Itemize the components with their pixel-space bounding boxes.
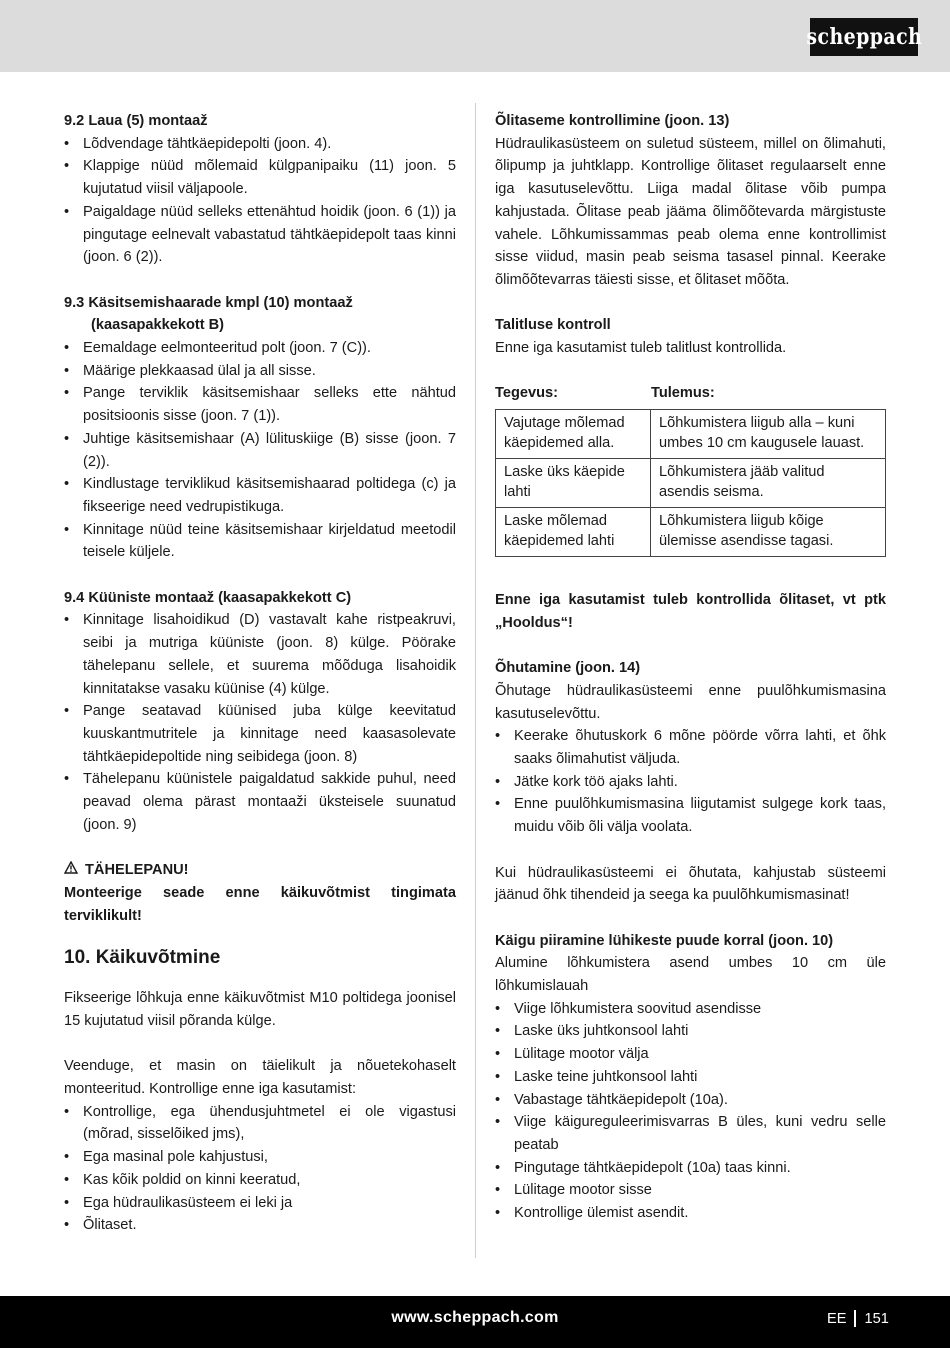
venting-list: [495, 725, 886, 839]
list-item: • Ega hüdraulikasüsteem ei leki ja: [64, 1192, 456, 1215]
table-cell-result: Lõhkumistera liigub kõige ülemisse asendisse tagasi.: [651, 508, 886, 557]
list-item: • Pange terviklik käsitsemishaar selleks ette nähtud positsioonis sisse (joon. 7 (1)).: [64, 382, 456, 427]
page-number: [827, 1310, 889, 1327]
brand-logo-text: scheppach: [806, 24, 922, 50]
divider: [854, 1310, 856, 1327]
warning-title-text: TÄHELEPANU!: [85, 862, 189, 879]
list-item: • Pange seatavad küünised juba külge keevitatud kuuskantmutritele ja kinnitage need kaasasolevate tähtkäepidepoltide ning seibidega (joon. 8): [64, 700, 456, 768]
list-item: • Juhtige käsitsemishaar (A) lülituskiige (B) sisse (joon. 7 (2)).: [64, 428, 456, 473]
footer-url[interactable]: www.scheppach.com: [391, 1309, 559, 1326]
list-item: • Lülitage mootor sisse: [495, 1179, 886, 1202]
list-item: • Kontrollige ülemist asendit.: [495, 1202, 886, 1225]
footer: [0, 1296, 950, 1348]
stroke-limit-list: [495, 998, 886, 1225]
list-item: • Laske teine juhtkonsool lahti: [495, 1066, 886, 1089]
oil-level-note: Enne iga kasutamist tuleb kontrollida õlitaset, vt ptk „Hooldus“!: [495, 592, 886, 631]
section-10-paragraph-1: Fikseerige lõhkuja enne käikuvõtmist M10 poltidega joonisel 15 kujutatud viisil põranda külge.: [64, 990, 456, 1029]
list-item: • Pingutage tähtkäepidepolt (10a) taas kinni.: [495, 1157, 886, 1180]
list-item: • Enne puulõhkumismasina liigutamist sulgege kork taas, muidu võib õli välja voolata.: [495, 793, 886, 838]
section-9-4-title: 9.4 Küüniste montaaž (kaasapakkekott C): [64, 589, 352, 606]
warning-title: [64, 859, 456, 882]
list-item: • Lõdvendage tähtkäepidepolti (joon. 4).: [64, 133, 456, 156]
brand-logo: [806, 18, 922, 56]
warning-triangle-icon: [64, 859, 79, 882]
table-header-action: Tegevus:: [495, 385, 558, 402]
venting-text: Õhutage hüdraulikasüsteemi enne puulõhkumismasina kasutuselevõttu.: [495, 682, 886, 722]
stroke-limit-title: Käigu piiramine lühikeste puude korral (joon. 10): [495, 932, 834, 949]
table-header-result: Tulemus:: [651, 385, 715, 402]
list-item: • Tähelepanu küünistele paigaldatud sakkide puhul, need peavad olema pärast montaaži üksteisele suunatud (joon. 9): [64, 768, 456, 836]
table-cell-action: Laske mõlemad käepidemed lahti: [496, 508, 651, 557]
table-cell-action: Laske üks käepide lahti: [496, 459, 651, 508]
table-row: [496, 410, 886, 459]
list-item: • Keerake õhutuskork 6 mõne pöörde võrra lahti, et õhk saaks õlimahutist väljuda.: [495, 725, 886, 770]
table-cell-result: Lõhkumistera liigub alla – kuni umbes 10 cm kaugusele lauast.: [651, 410, 886, 459]
table-cell-action: Vajutage mõlemad käepidemed alla.: [496, 410, 651, 459]
list-item: • Klappige nüüd mõlemaid külgpanipaiku (11) joon. 5 kujutatud viisil väljapoole.: [64, 155, 456, 200]
function-check-title: Talitluse kontroll: [495, 317, 611, 334]
list-item: • Kinnitage nüüd teine käsitsemishaar kirjeldatud meetodil teisele küljele.: [64, 519, 456, 564]
list-item: • Laske üks juhtkonsool lahti: [495, 1020, 886, 1043]
venting-title: Õhutamine (joon. 14): [495, 660, 641, 677]
oil-check-text: Hüdraulikasüsteem on suletud süsteem, millel on õlimahuti, õlipump ja juhtklapp. Kontrollige õlitaset regulaarselt enne iga kasutuselevõttu. Liiga madal õlitase võib pumpa kahjustada. Õlitase peab jääma õlimõõtevarda märgistuste vahele. Lõhkumissammas peab olema enne kontrollimist sisse viidud, masin peab seisma tasasel pinnal. Keerake õlimõõtevarras täiesti sisse, et õlitaset mõõta.: [495, 135, 886, 288]
table-header: [495, 382, 886, 405]
section-9-3-subtitle: (kaasapakkekott B): [91, 317, 225, 334]
oil-check-title: Õlitaseme kontrollimine (joon. 13): [495, 113, 730, 129]
column-divider: [475, 103, 476, 1258]
list-item: • Jätke kork töö ajaks lahti.: [495, 771, 886, 794]
list-item: • Kinnitage lisahoidikud (D) vastavalt kahe ristpeakruvi, seibi ja mutriga küüniste (joon. 8) külge. Pöörake tähelepanu sellele, et suurema mõõduga lisahoidik kinnitatakse vasaku küünise (4) külge.: [64, 609, 456, 700]
section-10-list: [64, 1101, 456, 1237]
list-item: • Kontrollige, ega ühendusjuhtmetel ei ole vigastusi (mõrad, sisselõiked jms),: [64, 1101, 456, 1146]
stroke-limit-text: Alumine lõhkumistera asend umbes 10 cm üle lõhkumislauah: [495, 955, 886, 995]
list-item: • Viige lõhkumistera soovitud asendisse: [495, 998, 886, 1021]
section-9-2-title: 9.2 Laua (5) montaaž: [64, 113, 208, 129]
section-9-3-title: 9.3 Käsitsemishaarade kmpl (10) montaaž: [64, 294, 353, 311]
list-item: • Kindlustage terviklikud käsitsemishaarad poltidega (c) ja fikseerige need vedrupistikuga.: [64, 473, 456, 518]
page-number-value: 151: [864, 1310, 889, 1327]
section-10-paragraph-2: Veenduge, et masin on täielikult ja nõuetekohaselt monteeritud. Kontrollige enne iga kasutamist:: [64, 1058, 456, 1098]
warning-text: Monteerige seade enne käikuvõtmist tingimata terviklikult!: [64, 884, 456, 924]
right-column: [495, 110, 886, 1225]
list-item: • Kas kõik poldid on kinni keeratud,: [64, 1169, 456, 1192]
list-item: • Paigaldage nüüd selleks ettenähtud hoidik (joon. 6 (1)) ja pingutage eelnevalt vabastatud tähtkäepidepolt taas kinni (joon. 6 (2)).: [64, 201, 456, 269]
section-10-title: 10. Käikuvõtmine: [64, 947, 221, 969]
list-item: • Eemaldage eelmonteeritud polt (joon. 7 (C)).: [64, 337, 456, 360]
function-check-text: Enne iga kasutamist tuleb talitlust kontrollida.: [495, 340, 787, 357]
list-item: • Ega masinal pole kahjustusi,: [64, 1146, 456, 1169]
section-9-3-list: [64, 337, 456, 564]
section-9-2-list: [64, 133, 456, 269]
list-item: • Õlitaset.: [64, 1214, 456, 1237]
list-item: • Viige käigureguleerimisvarras B üles, kuni vedru selle peatab: [495, 1111, 886, 1156]
list-item: • Vabastage tähtkäepidepolt (10a).: [495, 1089, 886, 1112]
table-row: [496, 459, 886, 508]
table-cell-result: Lõhkumistera jääb valitud asendis seisma.: [651, 459, 886, 508]
venting-warning-text: Kui hüdraulikasüsteemi ei õhutata, kahjustab süsteemi jäänud õhk tihendeid ja seega ka puulõhkumismasinat!: [495, 864, 886, 904]
section-9-4-list: [64, 609, 456, 836]
table-row: [496, 508, 886, 557]
language-code: EE: [827, 1310, 847, 1327]
list-item: • Määrige plekkaasad ülal ja all sisse.: [64, 360, 456, 383]
list-item: • Lülitage mootor välja: [495, 1043, 886, 1066]
function-check-table: [495, 409, 886, 557]
left-column: [64, 110, 456, 1237]
